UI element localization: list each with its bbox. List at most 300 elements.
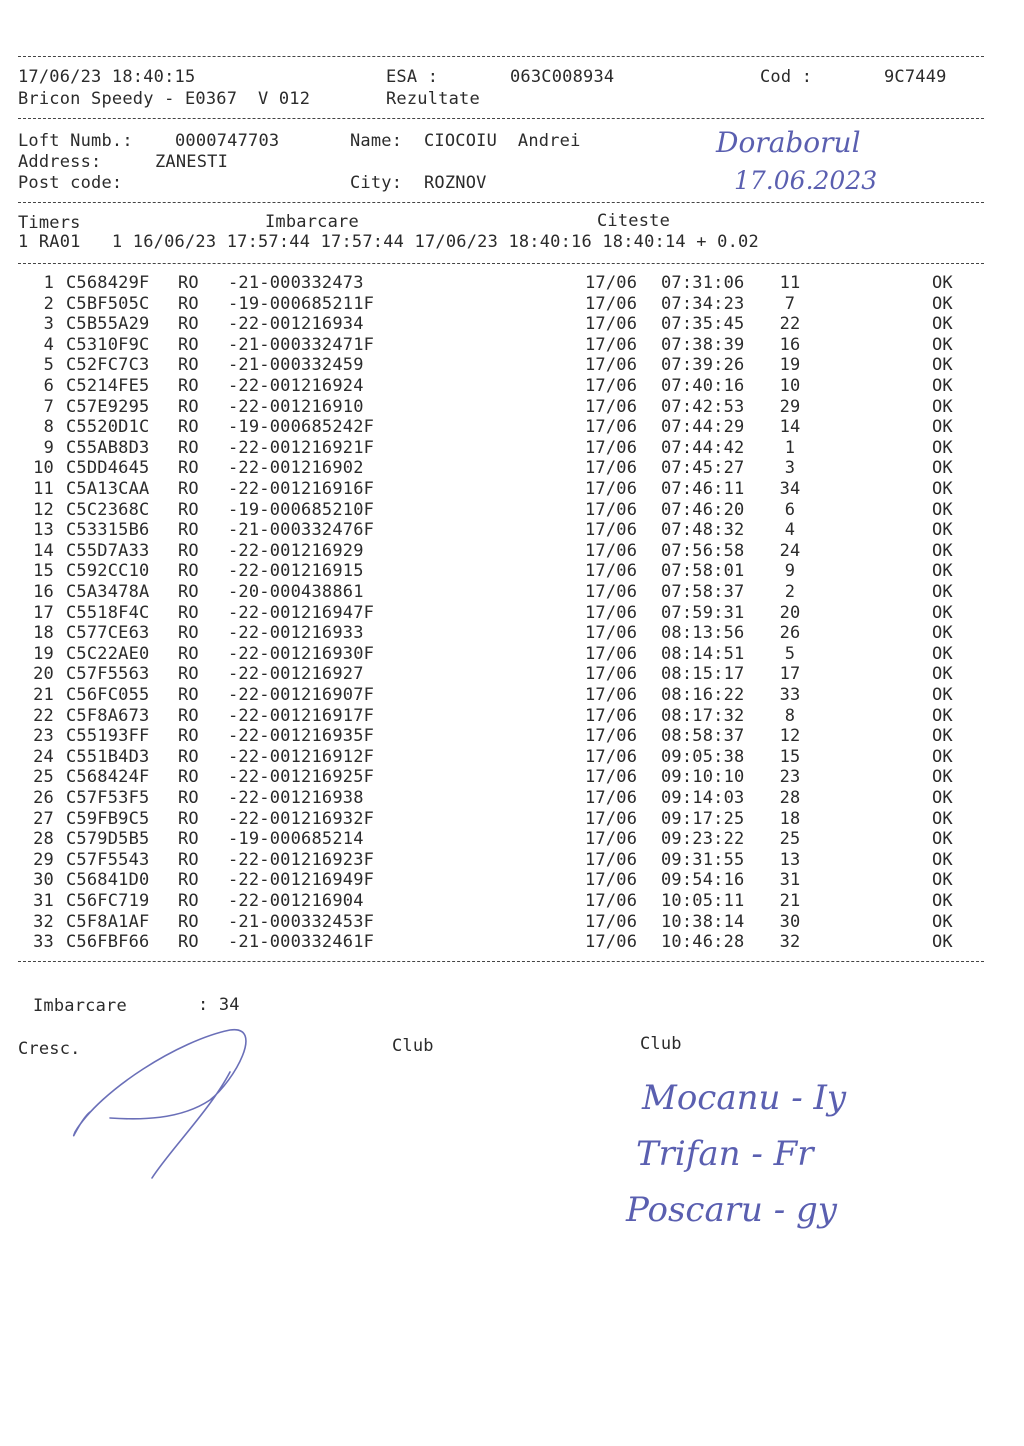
position: 9 xyxy=(784,561,796,582)
bird-code: C55AB8D3 xyxy=(66,437,150,458)
bird-code: C5BF505C xyxy=(66,293,150,314)
arrival-time: 07:58:01 xyxy=(661,561,745,582)
bird-code: C56FBF66 xyxy=(66,932,150,953)
position: 32 xyxy=(779,932,801,953)
result-row xyxy=(0,479,1024,500)
status: OK xyxy=(932,911,953,932)
arrival-time: 07:46:11 xyxy=(661,479,745,499)
position: 7 xyxy=(784,293,796,314)
row-number: 33 xyxy=(33,932,54,953)
cod-value: 9C7449 xyxy=(884,67,947,87)
row-number: 13 xyxy=(33,520,54,541)
arrival-time: 10:05:11 xyxy=(661,891,745,911)
country-code: RO xyxy=(178,396,199,417)
arrival-date: 17/06 xyxy=(585,479,638,499)
result-row xyxy=(0,788,1024,809)
status: OK xyxy=(932,293,953,314)
ring-number: -22-001216930F xyxy=(228,643,375,664)
status: OK xyxy=(932,437,953,458)
result-row xyxy=(0,603,1024,624)
status: OK xyxy=(932,314,953,335)
result-row xyxy=(0,294,1024,315)
row-number: 4 xyxy=(43,334,54,355)
country-code: RO xyxy=(178,911,199,932)
ring-number: -21-000332461F xyxy=(228,932,375,953)
row-number: 10 xyxy=(33,458,54,479)
row-number: 7 xyxy=(43,396,54,417)
bird-code: C551B4D3 xyxy=(66,746,150,767)
row-number: 3 xyxy=(43,314,54,335)
result-row xyxy=(0,397,1024,418)
bird-code: C57F5543 xyxy=(66,849,150,870)
ring-number: -19-000685211F xyxy=(228,293,375,314)
status: OK xyxy=(932,334,953,355)
result-row xyxy=(0,500,1024,521)
arrival-date: 17/06 xyxy=(585,499,638,520)
arrival-time: 09:14:03 xyxy=(661,788,745,808)
status: OK xyxy=(932,623,953,644)
bird-code: C5C2368C xyxy=(66,499,150,520)
row-number: 9 xyxy=(43,437,54,458)
results-divider-bottom xyxy=(18,961,984,962)
country-code: RO xyxy=(178,582,199,602)
bird-code: C57E9295 xyxy=(66,396,150,417)
result-row xyxy=(0,335,1024,356)
ring-number: -22-001216916F xyxy=(228,479,375,499)
arrival-time: 08:58:37 xyxy=(661,726,745,747)
arrival-time: 07:35:45 xyxy=(661,314,745,335)
result-row xyxy=(0,582,1024,603)
position: 16 xyxy=(779,334,801,355)
country-code: RO xyxy=(178,314,199,335)
arrival-time: 07:44:42 xyxy=(661,437,745,458)
result-row xyxy=(0,809,1024,830)
result-row xyxy=(0,891,1024,912)
bird-code: C568424F xyxy=(66,767,150,788)
arrival-date: 17/06 xyxy=(585,417,638,438)
position: 28 xyxy=(779,788,801,808)
arrival-date: 17/06 xyxy=(585,561,638,582)
country-code: RO xyxy=(178,726,199,747)
bird-code: C5518F4C xyxy=(66,602,150,623)
country-code: RO xyxy=(178,891,199,911)
arrival-time: 07:59:31 xyxy=(661,602,745,623)
arrival-date: 17/06 xyxy=(585,458,638,479)
country-code: RO xyxy=(178,520,199,541)
result-row xyxy=(0,829,1024,850)
bird-code: C59FB9C5 xyxy=(66,808,150,829)
country-code: RO xyxy=(178,540,199,561)
country-code: RO xyxy=(178,643,199,664)
bird-code: C57F53F5 xyxy=(66,788,150,808)
country-code: RO xyxy=(178,932,199,953)
imbarcare-total-value: : 34 xyxy=(198,995,240,1015)
row-number: 19 xyxy=(33,643,54,664)
breeder-signature xyxy=(60,1020,260,1180)
arrival-date: 17/06 xyxy=(585,376,638,396)
row-number: 15 xyxy=(33,561,54,582)
arrival-time: 09:23:22 xyxy=(661,829,745,850)
owner-name: CIOCOIU Andrei xyxy=(424,131,581,151)
owner-divider xyxy=(18,118,984,119)
arrival-date: 17/06 xyxy=(585,664,638,685)
arrival-date: 17/06 xyxy=(585,437,638,458)
position: 33 xyxy=(779,685,801,705)
row-number: 14 xyxy=(33,540,54,561)
top-divider xyxy=(18,56,984,57)
row-number: 22 xyxy=(33,705,54,726)
ring-number: -22-001216935F xyxy=(228,726,375,747)
row-number: 6 xyxy=(43,376,54,396)
city-value: ROZNOV xyxy=(424,173,487,193)
citeste-heading: Citeste xyxy=(597,211,671,231)
status: OK xyxy=(932,643,953,664)
club-signature-2: Trifan - Fr xyxy=(636,1134,814,1174)
position: 5 xyxy=(784,643,796,664)
arrival-date: 17/06 xyxy=(585,334,638,355)
row-number: 2 xyxy=(43,293,54,314)
country-code: RO xyxy=(178,664,199,685)
status: OK xyxy=(932,746,953,767)
position: 19 xyxy=(779,355,801,376)
arrival-date: 17/06 xyxy=(585,314,638,335)
result-row xyxy=(0,726,1024,747)
row-number: 21 xyxy=(33,685,54,705)
timers-divider xyxy=(18,202,984,203)
country-code: RO xyxy=(178,767,199,788)
country-code: RO xyxy=(178,437,199,458)
arrival-time: 07:58:37 xyxy=(661,582,745,602)
arrival-time: 09:31:55 xyxy=(661,849,745,870)
position: 23 xyxy=(779,767,801,788)
club-label-1: Club xyxy=(392,1036,434,1056)
position: 3 xyxy=(784,458,796,479)
bird-code: C55193FF xyxy=(66,726,150,747)
country-code: RO xyxy=(178,273,199,293)
bird-code: C5A3478A xyxy=(66,582,150,602)
bird-code: C53315B6 xyxy=(66,520,150,541)
position: 22 xyxy=(779,314,801,335)
result-row xyxy=(0,314,1024,335)
results-divider-top xyxy=(18,263,984,264)
status: OK xyxy=(932,396,953,417)
country-code: RO xyxy=(178,788,199,808)
arrival-time: 09:17:25 xyxy=(661,808,745,829)
arrival-date: 17/06 xyxy=(585,582,638,602)
ring-number: -22-001216927 xyxy=(228,664,364,685)
position: 30 xyxy=(779,911,801,932)
position: 6 xyxy=(784,499,796,520)
esa-label: ESA : xyxy=(386,67,439,87)
ring-number: -22-001216921F xyxy=(228,437,375,458)
bird-code: C5DD4645 xyxy=(66,458,150,479)
result-row xyxy=(0,561,1024,582)
arrival-date: 17/06 xyxy=(585,520,638,541)
result-row xyxy=(0,623,1024,644)
arrival-time: 09:54:16 xyxy=(661,870,745,891)
loft-label: Loft Numb.: xyxy=(18,131,133,151)
arrival-time: 07:46:20 xyxy=(661,499,745,520)
country-code: RO xyxy=(178,479,199,499)
bird-code: C5B55A29 xyxy=(66,314,150,335)
country-code: RO xyxy=(178,458,199,479)
timers-heading: Timers xyxy=(18,213,81,233)
bird-code: C57F5563 xyxy=(66,664,150,685)
arrival-date: 17/06 xyxy=(585,685,638,705)
country-code: RO xyxy=(178,623,199,644)
status: OK xyxy=(932,376,953,396)
result-row xyxy=(0,706,1024,727)
status: OK xyxy=(932,355,953,376)
status: OK xyxy=(932,499,953,520)
arrival-date: 17/06 xyxy=(585,540,638,561)
arrival-time: 10:46:28 xyxy=(661,932,745,953)
position: 34 xyxy=(779,479,801,499)
row-number: 28 xyxy=(33,829,54,850)
arrival-time: 07:39:26 xyxy=(661,355,745,376)
status: OK xyxy=(932,685,953,705)
row-number: 5 xyxy=(43,355,54,376)
row-number: 11 xyxy=(33,479,54,499)
country-code: RO xyxy=(178,499,199,520)
status: OK xyxy=(932,767,953,788)
arrival-time: 07:45:27 xyxy=(661,458,745,479)
country-code: RO xyxy=(178,355,199,376)
arrival-date: 17/06 xyxy=(585,767,638,788)
row-number: 29 xyxy=(33,849,54,870)
arrival-time: 09:10:10 xyxy=(661,767,745,788)
arrival-time: 09:05:38 xyxy=(661,746,745,767)
status: OK xyxy=(932,664,953,685)
country-code: RO xyxy=(178,376,199,396)
result-row xyxy=(0,870,1024,891)
arrival-date: 17/06 xyxy=(585,602,638,623)
status: OK xyxy=(932,808,953,829)
arrival-date: 17/06 xyxy=(585,932,638,953)
ring-number: -21-000332473 xyxy=(228,273,364,293)
position: 15 xyxy=(779,746,801,767)
row-number: 16 xyxy=(33,582,54,602)
position: 18 xyxy=(779,808,801,829)
result-row xyxy=(0,438,1024,459)
loft-value: 0000747703 xyxy=(175,131,280,151)
status: OK xyxy=(932,479,953,499)
country-code: RO xyxy=(178,293,199,314)
result-row xyxy=(0,520,1024,541)
postcode-label: Post code: xyxy=(18,173,123,193)
arrival-time: 07:42:53 xyxy=(661,396,745,417)
arrival-time: 07:48:32 xyxy=(661,520,745,541)
bird-code: C5214FE5 xyxy=(66,376,150,396)
ring-number: -21-000332476F xyxy=(228,520,375,541)
imbarcare-total-label: Imbarcare xyxy=(33,996,127,1016)
status: OK xyxy=(932,458,953,479)
club-signature-1: Mocanu - Iy xyxy=(642,1078,847,1118)
bird-code: C5A13CAA xyxy=(66,479,150,499)
bird-code: C577CE63 xyxy=(66,623,150,644)
country-code: RO xyxy=(178,417,199,438)
result-row xyxy=(0,458,1024,479)
bird-code: C55D7A33 xyxy=(66,540,150,561)
bird-code: C592CC10 xyxy=(66,561,150,582)
result-row xyxy=(0,767,1024,788)
status: OK xyxy=(932,561,953,582)
ring-number: -21-000332459 xyxy=(228,355,364,376)
position: 12 xyxy=(779,726,801,747)
club-label-2: Club xyxy=(640,1034,682,1054)
ring-number: -19-000685210F xyxy=(228,499,375,520)
arrival-time: 08:16:22 xyxy=(661,685,745,705)
position: 13 xyxy=(779,849,801,870)
status: OK xyxy=(932,602,953,623)
ring-number: -22-001216924 xyxy=(228,376,364,396)
arrival-time: 08:14:51 xyxy=(661,643,745,664)
address-label: Address: xyxy=(18,152,102,172)
result-row xyxy=(0,355,1024,376)
position: 17 xyxy=(779,664,801,685)
country-code: RO xyxy=(178,334,199,355)
status: OK xyxy=(932,829,953,850)
status: OK xyxy=(932,540,953,561)
country-code: RO xyxy=(178,870,199,891)
arrival-date: 17/06 xyxy=(585,355,638,376)
arrival-date: 17/06 xyxy=(585,911,638,932)
ring-number: -22-001216904 xyxy=(228,891,364,911)
bird-code: C579D5B5 xyxy=(66,829,150,850)
ring-number: -22-001216925F xyxy=(228,767,375,788)
ring-number: -22-001216907F xyxy=(228,685,375,705)
row-number: 31 xyxy=(33,891,54,911)
ring-number: -22-001216902 xyxy=(228,458,364,479)
result-row xyxy=(0,685,1024,706)
row-number: 30 xyxy=(33,870,54,891)
position: 14 xyxy=(779,417,801,438)
row-number: 18 xyxy=(33,623,54,644)
position: 1 xyxy=(784,437,796,458)
arrival-date: 17/06 xyxy=(585,829,638,850)
device-info: Bricon Speedy - E0367 V 012 xyxy=(18,89,311,109)
status: OK xyxy=(932,520,953,541)
arrival-date: 17/06 xyxy=(585,891,638,911)
ring-number: -21-000332453F xyxy=(228,911,375,932)
row-number: 20 xyxy=(33,664,54,685)
arrival-date: 17/06 xyxy=(585,849,638,870)
row-number: 12 xyxy=(33,499,54,520)
position: 20 xyxy=(779,602,801,623)
country-code: RO xyxy=(178,705,199,726)
ring-number: -22-001216910 xyxy=(228,396,364,417)
club-signature-3: Poscaru - gy xyxy=(626,1190,837,1230)
esa-value: 063C008934 xyxy=(510,67,615,87)
result-row xyxy=(0,912,1024,933)
bird-code: C5F8A1AF xyxy=(66,911,150,932)
status: OK xyxy=(932,891,953,911)
position: 26 xyxy=(779,623,801,644)
status: OK xyxy=(932,726,953,747)
bird-code: C5520D1C xyxy=(66,417,150,438)
ring-number: -22-001216949F xyxy=(228,870,375,891)
status: OK xyxy=(932,870,953,891)
row-number: 32 xyxy=(33,911,54,932)
row-number: 1 xyxy=(43,273,54,293)
result-row xyxy=(0,850,1024,871)
arrival-date: 17/06 xyxy=(585,273,638,293)
country-code: RO xyxy=(178,602,199,623)
bird-code: C56FC055 xyxy=(66,685,150,705)
arrival-date: 17/06 xyxy=(585,293,638,314)
country-code: RO xyxy=(178,561,199,582)
arrival-date: 17/06 xyxy=(585,705,638,726)
arrival-time: 08:17:32 xyxy=(661,705,745,726)
ring-number: -22-001216929 xyxy=(228,540,364,561)
ring-number: -22-001216934 xyxy=(228,314,364,335)
row-number: 8 xyxy=(43,417,54,438)
ring-number: -22-001216915 xyxy=(228,561,364,582)
imbarcare-heading: Imbarcare xyxy=(265,212,359,232)
position: 8 xyxy=(784,705,796,726)
ring-number: -22-001216923F xyxy=(228,849,375,870)
position: 11 xyxy=(779,273,801,293)
ring-number: -19-000685214 xyxy=(228,829,364,850)
bird-code: C5C22AE0 xyxy=(66,643,150,664)
position: 24 xyxy=(779,540,801,561)
bird-code: C56FC719 xyxy=(66,891,150,911)
result-row xyxy=(0,417,1024,438)
ring-number: -22-001216932F xyxy=(228,808,375,829)
timer-line: 1 RA01 1 16/06/23 17:57:44 17:57:44 17/06/23 18:40:16 18:40:14 + 0.02 xyxy=(18,232,759,252)
arrival-date: 17/06 xyxy=(585,870,638,891)
country-code: RO xyxy=(178,746,199,767)
ring-number: -21-000332471F xyxy=(228,334,375,355)
row-number: 26 xyxy=(33,788,54,808)
result-row xyxy=(0,273,1024,294)
bird-code: C5310F9C xyxy=(66,334,150,355)
cresc-label: Cresc. xyxy=(18,1039,81,1059)
status: OK xyxy=(932,849,953,870)
position: 31 xyxy=(779,870,801,891)
address-value: ZANESTI xyxy=(155,152,229,172)
arrival-time: 07:31:06 xyxy=(661,273,745,293)
row-number: 17 xyxy=(33,602,54,623)
row-number: 25 xyxy=(33,767,54,788)
result-row xyxy=(0,376,1024,397)
row-number: 27 xyxy=(33,808,54,829)
arrival-time: 07:56:58 xyxy=(661,540,745,561)
ring-number: -22-001216933 xyxy=(228,623,364,644)
arrival-date: 17/06 xyxy=(585,808,638,829)
ring-number: -20-000438861 xyxy=(228,582,364,602)
position: 4 xyxy=(784,520,796,541)
arrival-time: 10:38:14 xyxy=(661,911,745,932)
handwritten-date: 17.06.2023 xyxy=(734,166,878,195)
arrival-date: 17/06 xyxy=(585,726,638,747)
position: 29 xyxy=(779,396,801,417)
arrival-time: 07:34:23 xyxy=(661,293,745,314)
status: OK xyxy=(932,705,953,726)
country-code: RO xyxy=(178,849,199,870)
ring-number: -22-001216912F xyxy=(228,746,375,767)
arrival-time: 07:44:29 xyxy=(661,417,745,438)
arrival-date: 17/06 xyxy=(585,643,638,664)
result-row xyxy=(0,664,1024,685)
country-code: RO xyxy=(178,808,199,829)
country-code: RO xyxy=(178,685,199,705)
handwritten-signature-label: Doraborul xyxy=(716,126,861,159)
row-number: 23 xyxy=(33,726,54,747)
arrival-date: 17/06 xyxy=(585,623,638,644)
ring-number: -19-000685242F xyxy=(228,417,375,438)
status: OK xyxy=(932,582,953,602)
